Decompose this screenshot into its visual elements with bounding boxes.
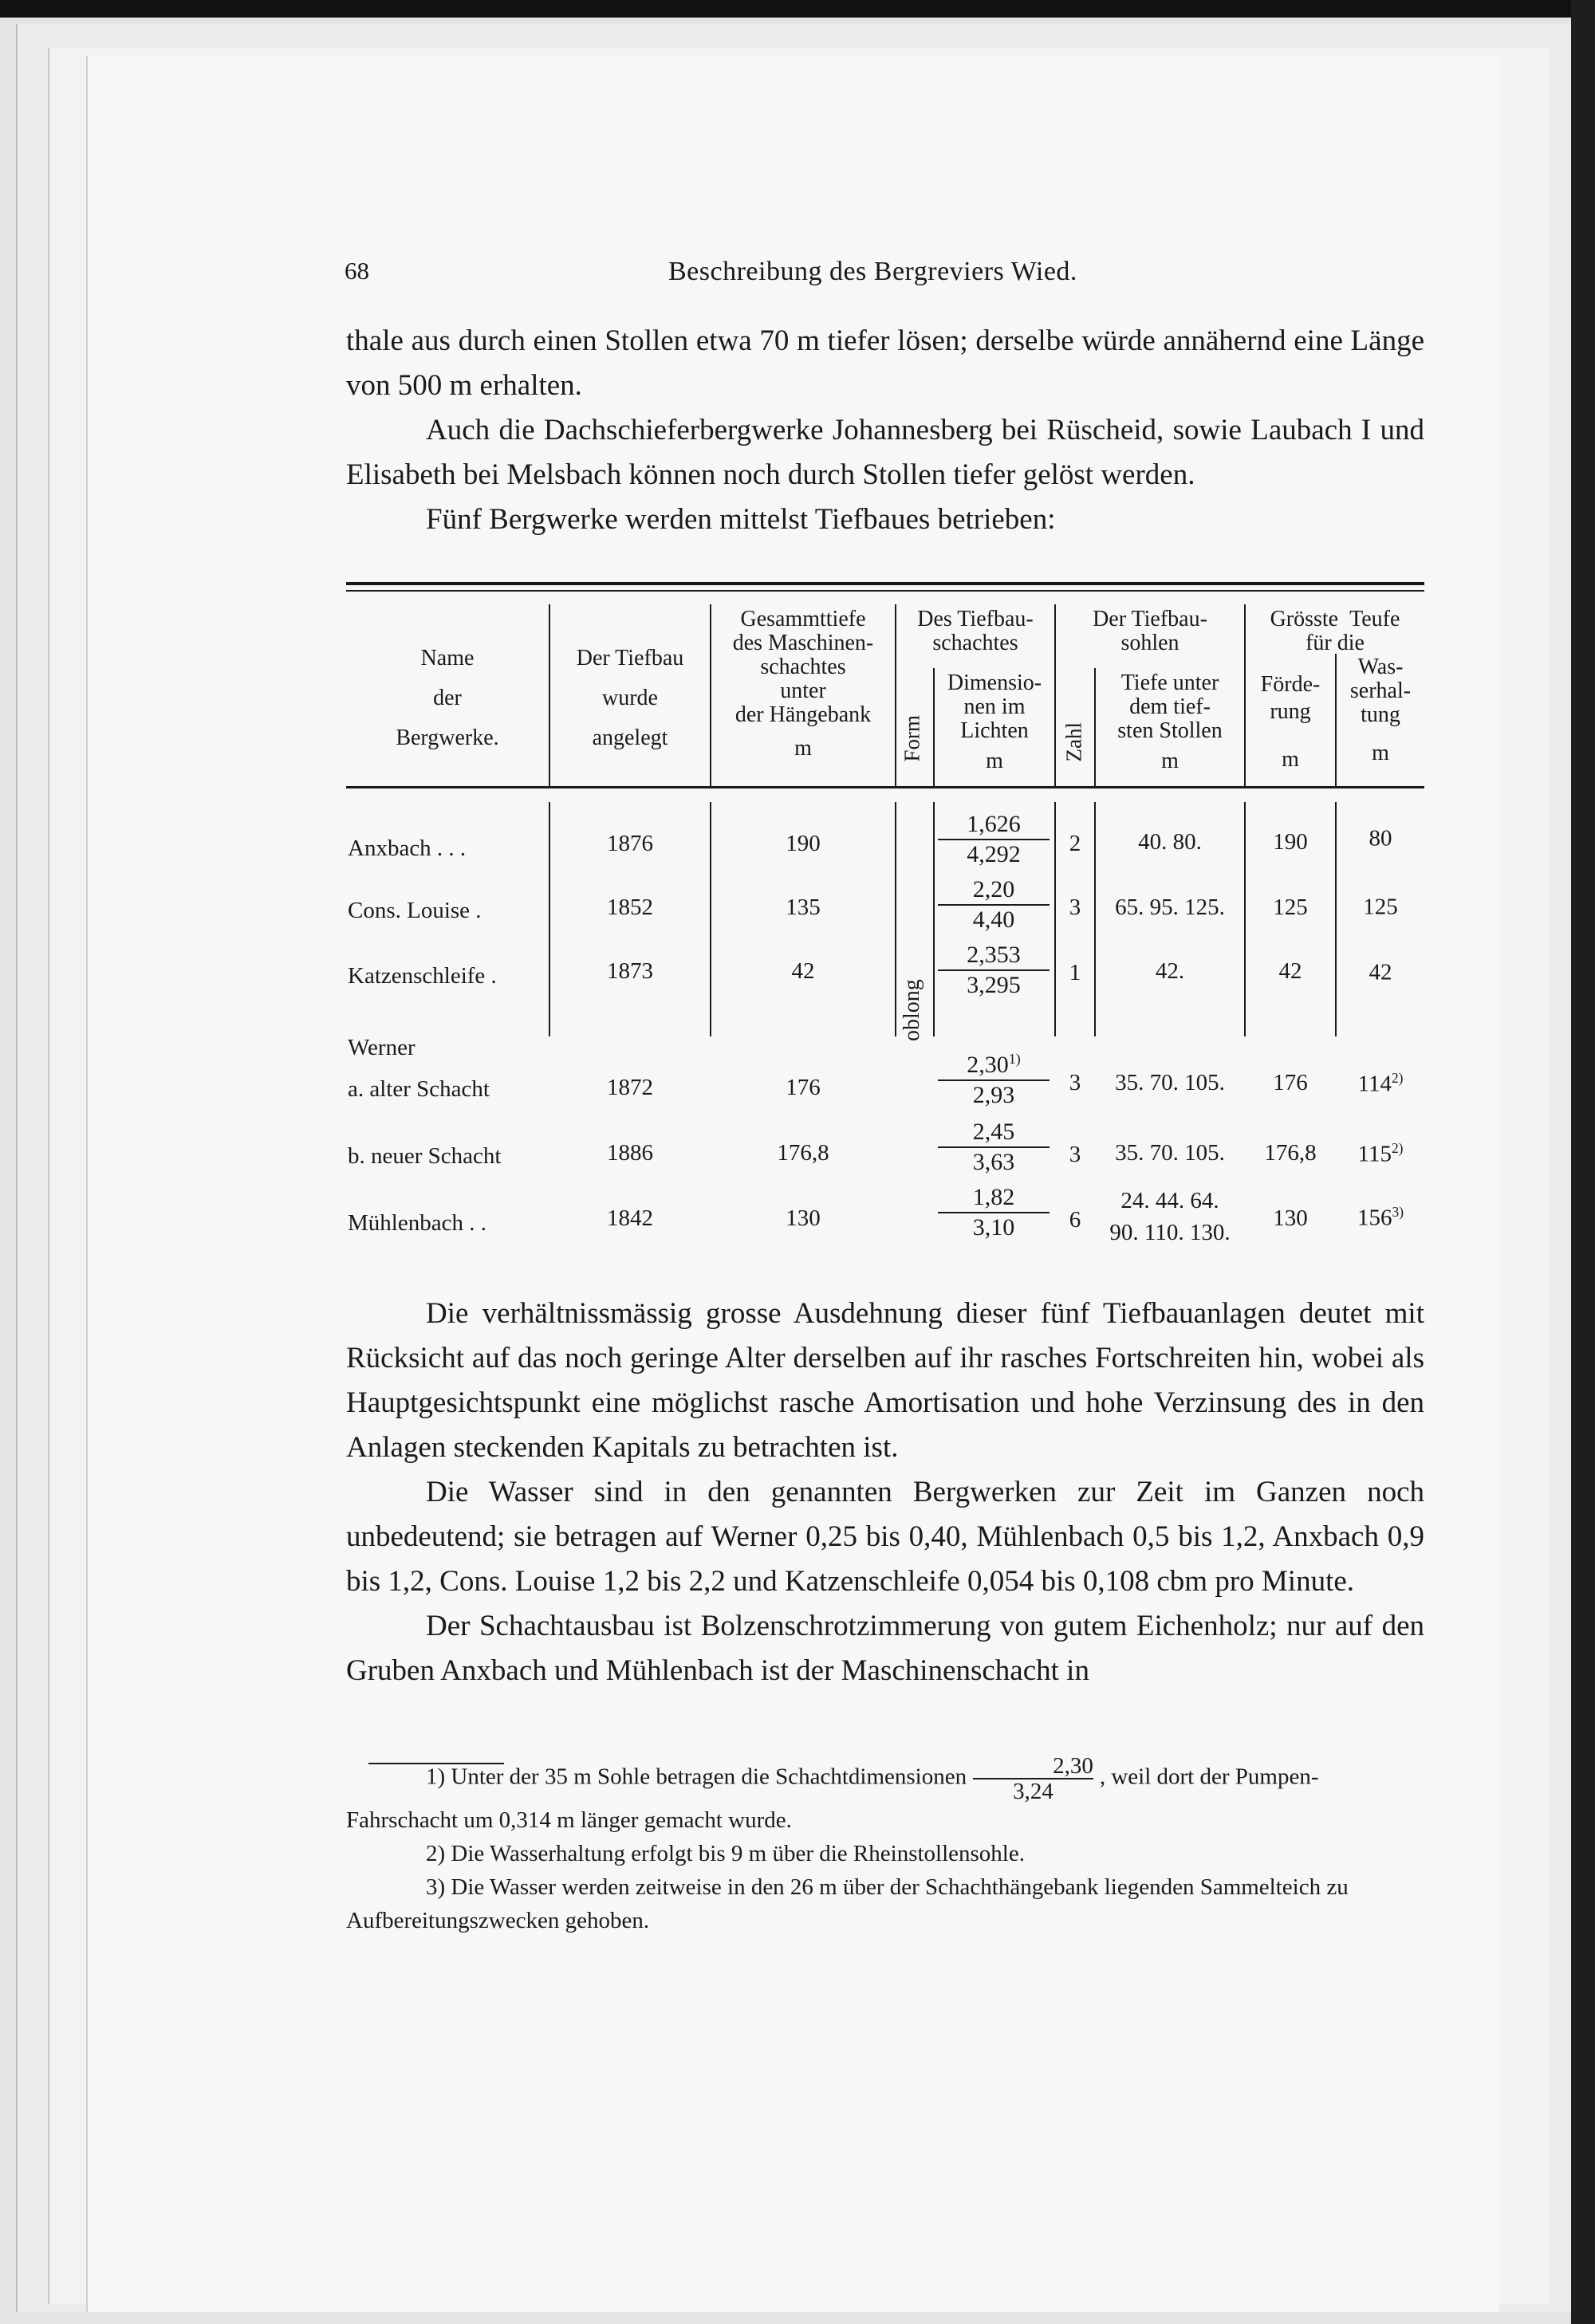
header-form: Form — [900, 714, 924, 762]
table-rule-header — [346, 786, 1424, 788]
cell-zahl: 3 — [1069, 895, 1081, 920]
table-rule-top-thin — [346, 590, 1424, 592]
cell-tiefe: 176,8 — [777, 1140, 829, 1166]
header-gesammttiefe — [711, 608, 895, 761]
footnote-ref: 2) — [1391, 1140, 1404, 1156]
row-group-label: Werner — [348, 1035, 415, 1060]
sohlen-line: 24. 44. 64. — [1120, 1188, 1219, 1213]
cell-wasser — [1337, 893, 1424, 921]
header-text: Dimensio- — [947, 670, 1042, 695]
header-text: der Hängebank — [734, 702, 872, 727]
header-text: des Maschinen- — [732, 631, 874, 655]
header-angelegt — [550, 646, 710, 751]
paragraph: Fünf Bergwerke werden mittelst Tiefbaues betrieben: — [426, 503, 1056, 536]
cell-foerderung: 176 — [1273, 1070, 1308, 1095]
header-text: schachtes — [932, 631, 1018, 655]
header-text: m — [1282, 747, 1299, 772]
dimension-numerator-value: 2,30 — [967, 1052, 1009, 1078]
header-wasserhaltung — [1337, 655, 1424, 765]
wasser-value: 156 — [1357, 1205, 1392, 1231]
header-tiefe — [1096, 671, 1244, 773]
header-text: Tiefe unter — [1120, 670, 1219, 695]
cell-zahl: 3 — [1069, 1070, 1081, 1095]
header-text: m — [1161, 749, 1179, 773]
cell-sohlen: 65. 95. 125. — [1115, 895, 1225, 920]
data-table — [346, 582, 1424, 1260]
page-number: 68 — [345, 257, 369, 285]
cell-dimension — [938, 941, 1050, 1000]
header-foerderung — [1246, 671, 1335, 773]
cell-tiefe: 176 — [786, 1075, 821, 1100]
cell-dimension — [938, 1183, 1050, 1242]
header-text: m — [794, 736, 812, 761]
fraction-numerator: 2,30 — [973, 1754, 1093, 1779]
cell-sohlen: 40. 80. — [1138, 829, 1202, 855]
cell-dimension — [938, 875, 1050, 934]
header-text: dem tief- — [1129, 694, 1211, 719]
cell-sohlen: 42. — [1155, 958, 1185, 984]
cell-wasser — [1337, 824, 1424, 852]
footnotes — [346, 1754, 1424, 1937]
cell-zahl: 6 — [1069, 1207, 1081, 1233]
cell-tiefe: 190 — [786, 831, 821, 856]
cell-dimension — [938, 1118, 1050, 1177]
cell-sohlen: 35. 70. 105. — [1115, 1140, 1225, 1166]
scan-border-top — [0, 0, 1595, 18]
header-text: Was- — [1357, 655, 1404, 679]
dimension-numerator: 2,20 — [938, 875, 1050, 906]
cell-angelegt: 1842 — [607, 1205, 653, 1231]
footnote-ref: 2) — [1391, 1070, 1404, 1086]
cell-wasser — [1337, 958, 1424, 986]
cell-foerderung: 42 — [1278, 958, 1302, 984]
row-name: b. neuer Schacht — [348, 1143, 502, 1169]
header-dimensionen — [935, 671, 1054, 773]
cell-zahl: 2 — [1069, 831, 1081, 856]
footnote-text: 1) Unter der 35 m Sohle betragen die Schachtdimensionen — [426, 1764, 967, 1790]
footnote-2: 2) Die Wasserhaltung erfolgt bis 9 m über die Rheinstollensohle. — [426, 1841, 1025, 1866]
dimension-numerator: 2,353 — [938, 941, 1050, 971]
cell-zahl: 1 — [1069, 960, 1081, 985]
footnote-ref: 3) — [1392, 1204, 1404, 1220]
dimension-denominator: 3,10 — [972, 1214, 1015, 1241]
cell-angelegt: 1852 — [607, 895, 653, 920]
header-text: m — [1372, 741, 1389, 765]
header-text: wurde — [602, 686, 658, 710]
col-divider — [895, 802, 896, 1036]
wasser-value: 42 — [1369, 959, 1392, 985]
table-rule-top — [346, 582, 1424, 585]
footnote-ref: 1) — [1008, 1051, 1021, 1067]
header-text: sten Stollen — [1117, 718, 1223, 743]
header-tiefbauschacht — [896, 608, 1054, 655]
header-zahl: Zahl — [1061, 722, 1086, 762]
dimension-numerator — [938, 1044, 1050, 1081]
cell-wasser — [1337, 1204, 1424, 1232]
cell-tiefe: 42 — [791, 958, 815, 984]
footnote-fraction — [973, 1754, 1093, 1803]
cell-dimension — [938, 1044, 1050, 1110]
header-text: für — [1306, 631, 1332, 655]
cell-angelegt: 1876 — [607, 831, 653, 856]
header-text: sohlen — [1120, 631, 1180, 655]
cell-wasser — [1337, 1070, 1424, 1098]
wasser-value: 114 — [1357, 1071, 1392, 1097]
cell-foerderung: 130 — [1273, 1205, 1308, 1231]
col-divider — [933, 802, 935, 1036]
header-text: Der Tiefbau- — [1093, 607, 1207, 631]
header-text: m — [986, 749, 1003, 773]
wasser-value: 115 — [1357, 1141, 1392, 1167]
row-name: Katzenschleife . — [348, 963, 497, 989]
dimension-denominator: 3,295 — [967, 972, 1021, 998]
text-block-top — [346, 319, 1424, 542]
dimension-denominator: 2,93 — [972, 1082, 1015, 1108]
dimension-denominator: 3,63 — [972, 1149, 1015, 1175]
cell-angelegt: 1886 — [607, 1140, 653, 1166]
dimension-numerator: 2,45 — [938, 1118, 1050, 1148]
wasser-value: 80 — [1369, 825, 1392, 851]
fraction-denominator: 3,24 — [1013, 1779, 1053, 1804]
header-text: tung — [1361, 702, 1400, 727]
footnote-3: 3) Die Wasser werden zeitweise in den 26 m über der Schachthängebank liegenden Sammelteich zu Aufbereitungszwecken gehoben. — [346, 1874, 1349, 1933]
paragraph: Die Wasser sind in den genannten Bergwerken zur Zeit im Ganzen noch unbedeutend; sie betragen auf Werner 0,25 bis 0,40, Mühlenbach 0,5 bis 1,2, Anxbach 0,9 bis 1,2, Cons. Louise 1,2 bis 2,2 und Katzenschleife 0,054 bis 0,108 cbm pro Minute. — [346, 1476, 1424, 1598]
running-head — [0, 257, 1595, 289]
row-name: a. alter Schacht — [348, 1076, 490, 1102]
header-text: serhal- — [1349, 678, 1412, 703]
footnote-1 — [346, 1754, 1424, 1837]
header-text: Teufe — [1349, 607, 1400, 631]
cell-tiefe: 135 — [786, 895, 821, 920]
dimension-denominator: 4,292 — [967, 841, 1021, 867]
header-text: angelegt — [592, 726, 668, 750]
text-block-bottom — [346, 1292, 1424, 1693]
cell-sohlen — [1096, 1185, 1244, 1249]
header-text: unter — [780, 678, 826, 703]
header-text: Grösste — [1270, 607, 1339, 631]
row-name: Mühlenbach . . — [348, 1210, 486, 1236]
paragraph: Der Schachtausbau ist Bolzenschrotzimmerung von gutem Eichenholz; nur auf den Gruben Anxbach und Mühlenbach ist der Maschinenschacht in — [346, 1610, 1424, 1687]
cell-dimension — [938, 810, 1050, 869]
cell-wasser — [1337, 1140, 1424, 1168]
cell-angelegt: 1872 — [607, 1075, 653, 1100]
row-name: Anxbach . . . — [348, 836, 467, 861]
cell-foerderung: 125 — [1273, 895, 1308, 920]
row-name: Cons. Louise . — [348, 898, 482, 923]
header-text: Name — [420, 646, 475, 670]
page-title: Beschreibung des Bergreviers Wied. — [668, 257, 1077, 286]
header-text: schachtes — [760, 655, 846, 679]
header-text: die — [1337, 631, 1365, 655]
header-text: Lichten — [960, 718, 1029, 743]
header-text: nen im — [963, 694, 1026, 719]
footnote-text: , weil dort der Pumpen-Fahrschacht um 0,314 m länger gemacht wurde. — [346, 1764, 1319, 1833]
header-text: Der Tiefbau — [576, 646, 684, 670]
paragraph: Die verhältnissmässig grosse Ausdehnung dieser fünf Tiefbauanlagen deutet mit Rücksicht auf das noch geringe Alter derselben auf ihr rasches Fortschreiten hin, wobei als Hauptgesichtspunkt eine möglichst rasche Amortisation und hohe Verzinsung des in den Anlagen steckenden Kapitals zu betrachten ist. — [346, 1297, 1424, 1464]
header-text: Förde- — [1260, 672, 1321, 697]
header-tiefbausohlen — [1056, 608, 1244, 655]
dimension-numerator: 1,626 — [938, 810, 1050, 840]
header-name — [346, 646, 549, 751]
header-text: Bergwerke. — [396, 726, 499, 750]
dimension-denominator: 4,40 — [972, 906, 1015, 933]
cell-tiefe: 130 — [786, 1205, 821, 1231]
cell-sohlen: 35. 70. 105. — [1115, 1070, 1225, 1095]
header-text: Des Tiefbau- — [917, 607, 1034, 631]
header-text: der — [433, 686, 462, 710]
header-text: rung — [1270, 699, 1311, 724]
cell-foerderung: 176,8 — [1264, 1140, 1317, 1166]
wasser-value: 125 — [1363, 894, 1398, 920]
header-text: Gesammttiefe — [740, 607, 866, 631]
sohlen-line: 90. 110. 130. — [1109, 1220, 1231, 1245]
cell-angelegt: 1873 — [607, 958, 653, 984]
form-oblong: oblong — [900, 979, 924, 1041]
cell-zahl: 3 — [1069, 1142, 1081, 1167]
header-teufe — [1246, 608, 1424, 655]
dimension-numerator: 1,82 — [938, 1183, 1050, 1213]
cell-foerderung: 190 — [1273, 829, 1308, 855]
scan-border-right — [1571, 0, 1595, 2324]
paragraph: Auch die Dachschieferbergwerke Johannesberg bei Rüscheid, sowie Laubach I und Elisabeth bei Melsbach können noch durch Stollen tiefer gelöst werden. — [346, 414, 1424, 491]
paragraph: thale aus durch einen Stollen etwa 70 m tiefer lösen; derselbe würde annähernd eine Länge von 500 m erhalten. — [346, 324, 1424, 402]
